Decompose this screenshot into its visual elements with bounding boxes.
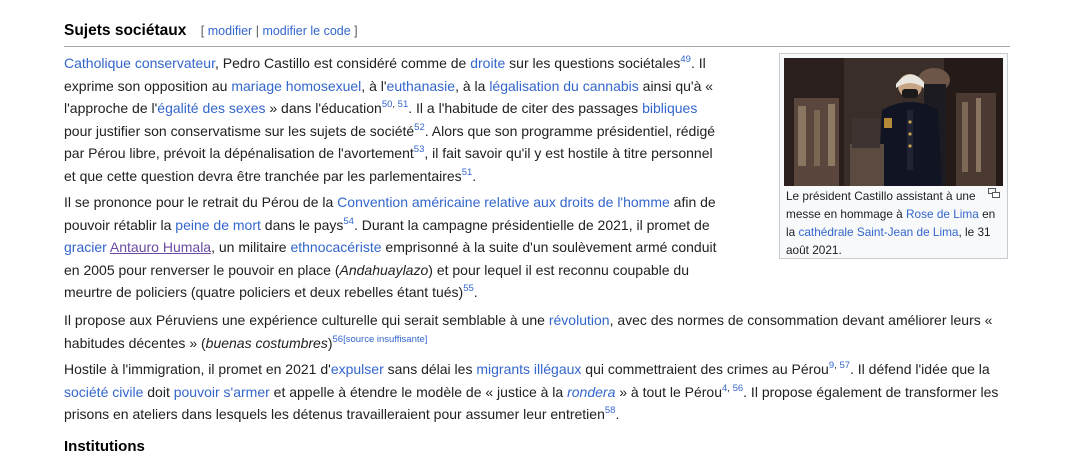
text: » dans l'éducation xyxy=(265,100,382,116)
section-heading xyxy=(64,22,1010,47)
ref-link[interactable]: 9 xyxy=(828,360,835,371)
link-legalisation-cannabis[interactable]: légalisation du cannabis xyxy=(489,77,639,94)
ref-link[interactable]: 51 xyxy=(397,99,409,110)
text: » à tout le Pérou xyxy=(615,383,722,400)
text: qui commettraient des crimes au Pérou xyxy=(581,361,829,377)
text: . xyxy=(473,284,478,300)
photo-castillo-mass xyxy=(784,58,1003,186)
reference[interactable] xyxy=(414,144,425,155)
ref-link[interactable]: 54 xyxy=(343,215,354,227)
text: doit xyxy=(143,383,174,400)
text: afin de pouvoir rétablir la xyxy=(64,194,716,233)
next-section-heading: Institutions xyxy=(64,438,145,455)
link-convention-americaine[interactable]: Convention américaine relative aux droits de l'homme xyxy=(337,194,670,210)
text: sans délai les xyxy=(383,361,477,377)
text: , Pedro Castillo est considéré comme de xyxy=(215,55,471,71)
text: et appelle à étendre le modèle de « justice à la xyxy=(269,383,568,400)
ref-link[interactable]: 55 xyxy=(463,283,474,294)
link-expulser[interactable]: expulser xyxy=(330,361,384,377)
reference[interactable] xyxy=(382,99,408,110)
text: . Il a l'habitude de citer des passages xyxy=(408,100,643,116)
reference[interactable] xyxy=(463,283,474,294)
text: ainsi qu'à « l'approche de l' xyxy=(64,77,714,116)
link-droite[interactable]: droite xyxy=(470,55,506,71)
ref-sep: , xyxy=(727,382,733,394)
caption-text: , le 31 août 2021. xyxy=(786,225,991,257)
text: ) xyxy=(327,334,333,351)
ref-link[interactable]: 50 xyxy=(381,99,393,110)
ref-link[interactable]: 58 xyxy=(604,405,616,416)
text: emprisonné à la suite d'un soulèvement armé conduit en 2005 pour renverser le pouvoir en place ( xyxy=(64,239,717,278)
reference[interactable] xyxy=(829,360,850,371)
link-antauro-humala[interactable]: Antauro Humala xyxy=(109,239,212,255)
link-mariage-homosexuel[interactable]: mariage homosexuel xyxy=(231,77,362,94)
ref-link[interactable]: 56 xyxy=(332,333,344,345)
ref-link[interactable]: 56 xyxy=(732,382,744,394)
text: , à la xyxy=(455,77,490,94)
text: . Durant la campagne présidentielle de 2021, il promet de xyxy=(353,216,710,233)
link-peine-de-mort[interactable]: peine de mort xyxy=(175,216,261,233)
text: sur les questions sociétales xyxy=(505,55,681,71)
reference[interactable] xyxy=(462,167,473,178)
reference[interactable] xyxy=(722,383,743,394)
link-pouvoir-sarmer[interactable]: pouvoir s'armer xyxy=(173,383,270,400)
thumbnail-caption xyxy=(786,187,998,259)
link-egalite-sexes[interactable]: égalité des sexes xyxy=(157,100,266,116)
text: , il fait savoir qu'il y est hostile à titre personnel et que cette question devra être tranchée par les parlementaires xyxy=(64,145,713,184)
reference[interactable] xyxy=(333,334,428,345)
ref-link[interactable]: 57 xyxy=(839,360,851,371)
paragraph-revolution xyxy=(64,309,1010,354)
edit-section-links xyxy=(201,24,358,38)
link-migrants-illegaux[interactable]: migrants illégaux xyxy=(476,361,582,377)
paragraph-death-penalty xyxy=(64,191,728,304)
ref-link[interactable]: 49 xyxy=(680,54,691,65)
link-catholique-conservateur[interactable]: Catholique conservateur xyxy=(64,55,215,71)
text: . xyxy=(615,406,620,422)
link-rose-de-lima[interactable]: Rose de Lima xyxy=(906,207,979,221)
edit-separator: | xyxy=(255,24,259,38)
bracket-close: ] xyxy=(354,24,358,38)
reference[interactable] xyxy=(605,405,616,416)
text: Il se prononce pour le retrait du Pérou de la xyxy=(64,194,338,210)
edit-link[interactable]: modifier xyxy=(207,24,253,38)
caption-text: en la xyxy=(786,207,996,239)
italic-buenas-costumbres: buenas costumbres xyxy=(205,334,328,351)
caption-text: Le président Castillo assistant à une messe en hommage à xyxy=(786,189,976,221)
ref-link[interactable]: 4 xyxy=(722,382,728,394)
text: . Il propose également de transformer les prisons en ateliers dans lesquels les détenus travailleraient pour assumer leur entretien xyxy=(64,383,999,422)
paragraph-conservatism xyxy=(64,52,728,187)
text: ) et pour lequel il est reconnu coupable du meurtre de policiers (quatre policiers et deux rebelles étant tués) xyxy=(64,261,689,300)
link-revolution[interactable]: révolution xyxy=(548,312,610,328)
text: . Alors que son programme présidentiel, rédigé par Pérou libre, prévoit la dépénalisation de l'avortement xyxy=(64,122,716,161)
link-bibliques[interactable]: bibliques xyxy=(642,100,698,116)
thumbnail-image[interactable] xyxy=(784,58,1003,186)
text: , avec des normes de consommation devant améliorer leurs « habitudes décentes » ( xyxy=(64,312,993,351)
ref-sep: , xyxy=(392,99,398,110)
text: Hostile à l'immigration, il promet en 2021 d' xyxy=(64,361,331,377)
source-insuffisante-link[interactable]: [source insuffisante] xyxy=(343,333,428,345)
text: Il propose aux Péruviens une expérience culturelle qui serait semblable à une xyxy=(64,312,549,328)
ref-link[interactable]: 52 xyxy=(414,121,425,133)
link-cathedrale-lima[interactable]: cathédrale Saint-Jean de Lima xyxy=(798,225,959,239)
link-euthanasie[interactable]: euthanasie xyxy=(386,77,456,94)
reference[interactable] xyxy=(414,122,425,133)
section-title: Sujets sociétaux xyxy=(64,22,187,39)
text: dans le pays xyxy=(260,216,344,233)
thumbnail-figure xyxy=(779,53,1008,259)
text: pour justifier son conservatisme sur les sujets de société xyxy=(64,122,415,139)
text: , un militaire xyxy=(211,239,291,255)
italic-andahuaylazo: Andahuaylazo xyxy=(339,261,429,278)
edit-code-link[interactable]: modifier le code xyxy=(262,24,351,38)
ref-sep: , xyxy=(834,360,840,371)
link-rondera[interactable]: rondera xyxy=(567,383,616,400)
reference[interactable] xyxy=(343,216,354,227)
text: , à l' xyxy=(361,77,387,94)
paragraph-immigration xyxy=(64,358,1010,426)
text: . Il défend l'idée que la xyxy=(850,361,990,377)
link-societe-civile[interactable]: société civile xyxy=(64,383,144,400)
ref-link[interactable]: 51 xyxy=(461,166,473,178)
bracket-open: [ xyxy=(200,24,205,38)
link-gracier[interactable]: gracier xyxy=(64,239,107,255)
text: . xyxy=(472,167,477,184)
ref-link[interactable]: 53 xyxy=(413,144,425,155)
link-ethnocaceriste[interactable]: ethnocacériste xyxy=(290,239,382,255)
text: . Il exprime son opposition au xyxy=(64,55,706,94)
reference[interactable] xyxy=(680,54,691,65)
